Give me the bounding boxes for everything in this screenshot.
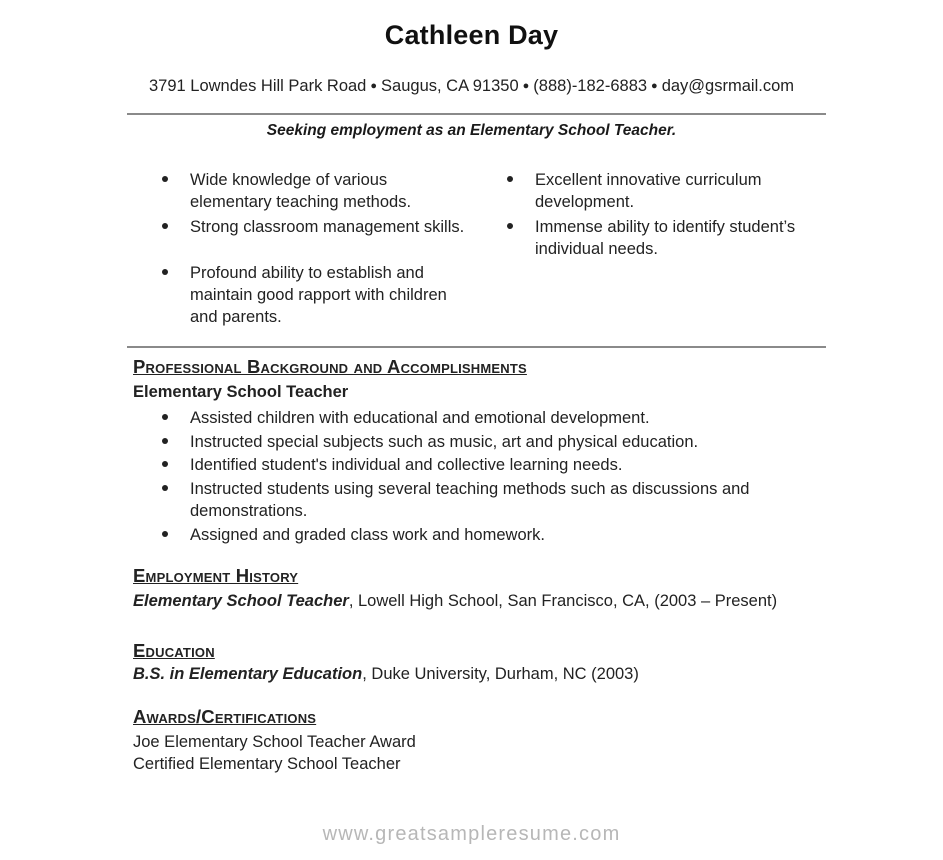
bullet-icon <box>162 438 168 444</box>
accomplishment-item <box>162 431 802 453</box>
professional-role <box>133 383 348 402</box>
accomplishment-text: Identified student's individual and collective learning needs. <box>190 456 623 474</box>
accomplishments-list <box>162 407 802 546</box>
skill-item <box>162 169 477 213</box>
bullet-icon <box>507 176 513 182</box>
bullet-icon <box>162 485 168 491</box>
job-title: Elementary School Teacher <box>133 592 349 610</box>
professional-heading: Professional Background and Accomplishments <box>133 356 527 377</box>
accomplishment-item <box>162 478 802 522</box>
bullet-icon <box>162 223 168 229</box>
skills-right-column <box>507 169 822 260</box>
separator-dot: ● <box>370 80 378 92</box>
bullet-icon <box>162 269 168 275</box>
skill-item <box>162 262 477 328</box>
accomplishment-item <box>162 454 802 476</box>
skill-text: Excellent innovative curriculum development. <box>535 171 762 211</box>
bullet-icon <box>162 461 168 467</box>
divider-top <box>127 113 826 115</box>
bullet-icon <box>507 223 513 229</box>
education-details: , Duke University, Durham, NC (2003) <box>362 665 639 683</box>
city: Saugus, CA 91350 <box>381 77 519 95</box>
objective: Seeking employment as an Elementary School Teacher. <box>266 122 677 139</box>
separator-dot: ● <box>651 80 658 92</box>
skill-item <box>162 216 477 238</box>
skill-text: Wide knowledge of various elementary teaching methods. <box>190 171 412 211</box>
email: day@gsrmail.com <box>661 77 794 95</box>
skill-text: Profound ability to establish and maintain good rapport with children and parents. <box>190 264 447 326</box>
accomplishment-text: Instructed special subjects such as music, art and physical education. <box>190 432 699 451</box>
award-item: Certified Elementary School Teacher <box>133 755 401 773</box>
accomplishment-text: Assigned and graded class work and homework. <box>190 526 545 544</box>
degree: B.S. in Elementary Education <box>133 665 363 683</box>
education-heading: Education <box>133 640 215 661</box>
awards-heading: Awards/Certifications <box>133 706 317 727</box>
watermark: www.greatsampleresume.com <box>322 823 621 845</box>
skill-text: Strong classroom management skills. <box>190 218 465 236</box>
accomplishment-text: Instructed students using several teaching methods such as discussions and demonstrations. <box>190 479 750 520</box>
address: 3791 Lowndes Hill Park Road <box>148 77 367 95</box>
bullet-icon <box>162 531 168 537</box>
skills-left-column <box>162 169 477 328</box>
skill-text: Immense ability to identify student’s individual needs. <box>535 218 796 258</box>
bullet-icon <box>162 414 168 420</box>
candidate-name: Cathleen Day <box>384 20 559 50</box>
contact-line <box>0 77 943 96</box>
employment-entry <box>133 592 777 611</box>
accomplishment-item <box>162 524 802 546</box>
award-item: Joe Elementary School Teacher Award <box>133 733 416 751</box>
skill-item <box>507 169 822 213</box>
bullet-icon <box>162 176 168 182</box>
employment-heading: Employment History <box>133 565 299 586</box>
separator-dot: ● <box>522 80 530 92</box>
role-title: Elementary School Teacher <box>133 383 349 401</box>
accomplishment-item <box>162 407 802 429</box>
job-details: , Lowell High School, San Francisco, CA, (2003 – Present) <box>348 592 778 610</box>
phone: (888)-182-6883 <box>533 77 648 95</box>
accomplishment-text: Assisted children with educational and emotional development. <box>190 409 650 427</box>
skill-item <box>507 216 822 260</box>
divider-middle <box>127 346 826 348</box>
education-entry <box>133 665 639 684</box>
